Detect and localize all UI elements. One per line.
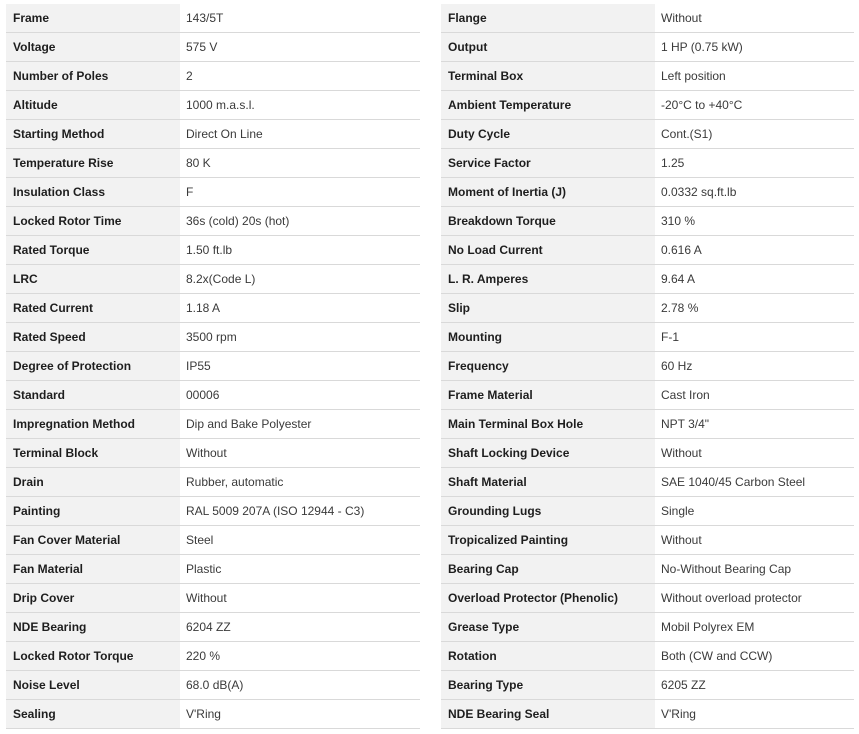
table-row — [6, 584, 420, 613]
table-row — [441, 468, 854, 497]
spec-value: Without — [180, 584, 420, 613]
spec-value: Mobil Polyrex EM — [655, 613, 854, 642]
spec-label: Main Terminal Box Hole — [441, 410, 655, 439]
spec-label: Frame Material — [441, 381, 655, 410]
table-row — [441, 236, 854, 265]
spec-label: Bearing Cap — [441, 555, 655, 584]
spec-label: Drain — [6, 468, 180, 497]
spec-label: Ambient Temperature — [441, 91, 655, 120]
table-row — [441, 613, 854, 642]
table-row — [6, 236, 420, 265]
spec-value: 1.18 A — [180, 294, 420, 323]
spec-value: Steel — [180, 526, 420, 555]
spec-value: Without — [655, 439, 854, 468]
spec-label: Temperature Rise — [6, 149, 180, 178]
spec-value: 6204 ZZ — [180, 613, 420, 642]
table-row — [6, 62, 420, 91]
spec-label: Terminal Block — [6, 439, 180, 468]
spec-label: Fan Cover Material — [6, 526, 180, 555]
spec-label: Shaft Locking Device — [441, 439, 655, 468]
table-row — [6, 381, 420, 410]
spec-label: Fan Material — [6, 555, 180, 584]
spec-value: NPT 3/4" — [655, 410, 854, 439]
spec-label: Rated Torque — [6, 236, 180, 265]
table-row — [6, 642, 420, 671]
spec-value: 310 % — [655, 207, 854, 236]
spec-label: Locked Rotor Time — [6, 207, 180, 236]
spec-value: Without overload protector — [655, 584, 854, 613]
spec-value: 1.50 ft.lb — [180, 236, 420, 265]
spec-value: 1 HP (0.75 kW) — [655, 33, 854, 62]
table-row — [6, 91, 420, 120]
spec-label: Service Factor — [441, 149, 655, 178]
spec-value: F — [180, 178, 420, 207]
spec-label: Locked Rotor Torque — [6, 642, 180, 671]
spec-value: Rubber, automatic — [180, 468, 420, 497]
spec-label: Terminal Box — [441, 62, 655, 91]
spec-value: Without — [655, 4, 854, 33]
spec-value: V'Ring — [655, 700, 854, 729]
table-row — [441, 700, 854, 729]
spec-label: Tropicalized Painting — [441, 526, 655, 555]
spec-label: Rated Current — [6, 294, 180, 323]
table-row — [441, 207, 854, 236]
table-row — [441, 410, 854, 439]
table-row — [441, 555, 854, 584]
spec-label: Starting Method — [6, 120, 180, 149]
spec-value: Without — [655, 526, 854, 555]
table-row — [441, 120, 854, 149]
spec-value: Cont.(S1) — [655, 120, 854, 149]
spec-label: Shaft Material — [441, 468, 655, 497]
spec-value: F-1 — [655, 323, 854, 352]
table-row — [6, 4, 420, 33]
table-row — [441, 584, 854, 613]
spec-label: L. R. Amperes — [441, 265, 655, 294]
spec-label: LRC — [6, 265, 180, 294]
table-row — [441, 62, 854, 91]
spec-label: Standard — [6, 381, 180, 410]
spec-value: 575 V — [180, 33, 420, 62]
spec-label: Frequency — [441, 352, 655, 381]
table-row — [6, 294, 420, 323]
table-row — [441, 381, 854, 410]
spec-value: 68.0 dB(A) — [180, 671, 420, 700]
table-row — [6, 671, 420, 700]
table-row — [441, 33, 854, 62]
spec-value: 0.616 A — [655, 236, 854, 265]
spec-value: IP55 — [180, 352, 420, 381]
table-row — [441, 4, 854, 33]
table-row — [6, 149, 420, 178]
table-row — [441, 526, 854, 555]
spec-label: Overload Protector (Phenolic) — [441, 584, 655, 613]
spec-label: Rated Speed — [6, 323, 180, 352]
table-row — [441, 671, 854, 700]
table-row — [6, 33, 420, 62]
spec-value: 6205 ZZ — [655, 671, 854, 700]
spec-value: -20°C to +40°C — [655, 91, 854, 120]
table-row — [6, 265, 420, 294]
spec-value: 8.2x(Code L) — [180, 265, 420, 294]
spec-value: 1000 m.a.s.l. — [180, 91, 420, 120]
spec-value: 36s (cold) 20s (hot) — [180, 207, 420, 236]
spec-label: NDE Bearing — [6, 613, 180, 642]
spec-value: 3500 rpm — [180, 323, 420, 352]
spec-label: Number of Poles — [6, 62, 180, 91]
table-row — [6, 352, 420, 381]
spec-label: No Load Current — [441, 236, 655, 265]
right-spec-table — [441, 4, 854, 729]
table-row — [441, 91, 854, 120]
spec-value: No-Without Bearing Cap — [655, 555, 854, 584]
table-row — [441, 265, 854, 294]
spec-value: RAL 5009 207A (ISO 12944 - C3) — [180, 497, 420, 526]
spec-value: Without — [180, 439, 420, 468]
spec-value: 143/5T — [180, 4, 420, 33]
table-row — [441, 352, 854, 381]
spec-value: Dip and Bake Polyester — [180, 410, 420, 439]
spec-label: Grounding Lugs — [441, 497, 655, 526]
spec-label: Degree of Protection — [6, 352, 180, 381]
spec-label: Sealing — [6, 700, 180, 729]
spec-label: Breakdown Torque — [441, 207, 655, 236]
spec-value: 80 K — [180, 149, 420, 178]
spec-label: Impregnation Method — [6, 410, 180, 439]
table-row — [6, 613, 420, 642]
spec-label: Bearing Type — [441, 671, 655, 700]
spec-value: Cast Iron — [655, 381, 854, 410]
spec-label: Rotation — [441, 642, 655, 671]
table-row — [6, 410, 420, 439]
spec-value: Single — [655, 497, 854, 526]
spec-label: Noise Level — [6, 671, 180, 700]
table-row — [6, 555, 420, 584]
spec-value: V'Ring — [180, 700, 420, 729]
table-row — [441, 497, 854, 526]
spec-value: 0.0332 sq.ft.lb — [655, 178, 854, 207]
spec-label: Slip — [441, 294, 655, 323]
table-row — [6, 497, 420, 526]
spec-value: 9.64 A — [655, 265, 854, 294]
spec-value: 1.25 — [655, 149, 854, 178]
spec-value: Left position — [655, 62, 854, 91]
table-row — [441, 439, 854, 468]
table-row — [441, 323, 854, 352]
table-row — [441, 149, 854, 178]
spec-value: Plastic — [180, 555, 420, 584]
spec-value: 2 — [180, 62, 420, 91]
spec-label: Flange — [441, 4, 655, 33]
table-row — [6, 207, 420, 236]
spec-label: Frame — [6, 4, 180, 33]
spec-value: 00006 — [180, 381, 420, 410]
spec-value: 60 Hz — [655, 352, 854, 381]
table-row — [6, 526, 420, 555]
table-row — [6, 323, 420, 352]
spec-value: 220 % — [180, 642, 420, 671]
spec-label: Mounting — [441, 323, 655, 352]
table-row — [6, 700, 420, 729]
left-spec-table — [6, 4, 420, 729]
spec-label: Altitude — [6, 91, 180, 120]
table-row — [441, 642, 854, 671]
spec-label: Duty Cycle — [441, 120, 655, 149]
spec-value: Both (CW and CCW) — [655, 642, 854, 671]
spec-value: Direct On Line — [180, 120, 420, 149]
spec-label: Grease Type — [441, 613, 655, 642]
table-row — [6, 439, 420, 468]
spec-label: NDE Bearing Seal — [441, 700, 655, 729]
spec-label: Insulation Class — [6, 178, 180, 207]
spec-label: Drip Cover — [6, 584, 180, 613]
spec-label: Output — [441, 33, 655, 62]
table-row — [6, 120, 420, 149]
spec-label: Moment of Inertia (J) — [441, 178, 655, 207]
table-row — [6, 178, 420, 207]
spec-label: Voltage — [6, 33, 180, 62]
spec-label: Painting — [6, 497, 180, 526]
spec-value: SAE 1040/45 Carbon Steel — [655, 468, 854, 497]
table-row — [441, 178, 854, 207]
spec-value: 2.78 % — [655, 294, 854, 323]
table-row — [6, 468, 420, 497]
table-row — [441, 294, 854, 323]
